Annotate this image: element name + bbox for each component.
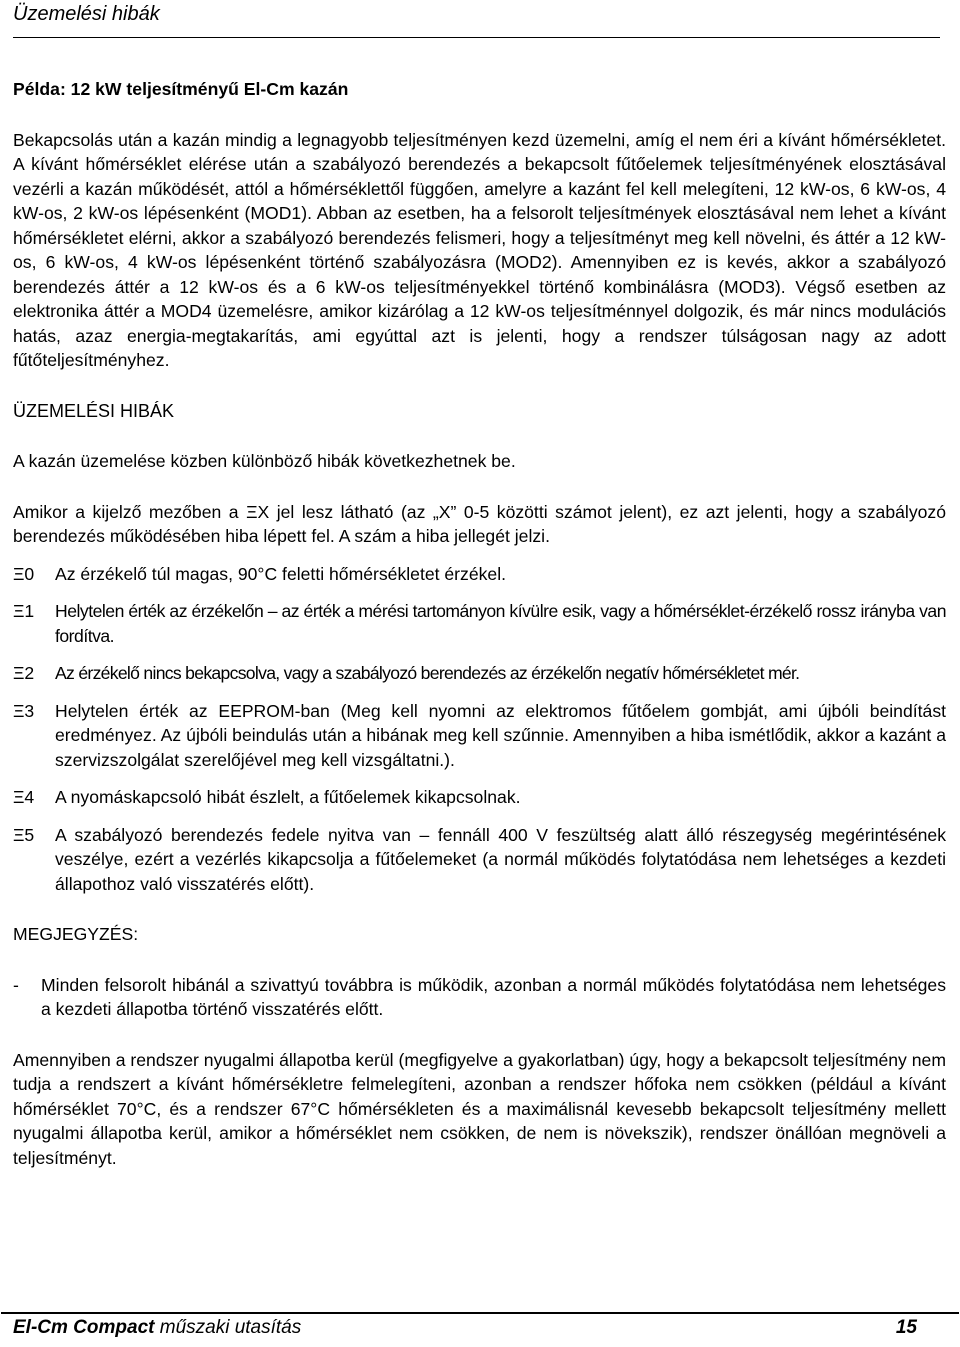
footer-brand: El-Cm Compact (13, 1317, 155, 1338)
page-content (13, 77, 946, 1170)
error-text: Helytelen érték az érzékelőn – az érték a mérési tartományon kívülre esik, vagy a hőmérséklet-érzékelő rossz irányba van fordítva. (55, 601, 946, 646)
final-paragraph: Amennyiben a rendszer nyugalmi állapotba kerül (megfigyelve a gyakorlatban) úgy, hogy a bekapcsolt teljesítmény nem tudja a rendszert a kívánt hőmérsékletre felmelegíteni, azonban a rendszer hőfoka nem csökken (például a kívánt hőmérséklet 70°C, és a rendszer 67°C hőmérsékleten és a maximálisnál kevesebb bekapcsolt teljesítmény mellett nyugalmi állapotba kerül, amikor a hőmérséklet nem csökken, de nem is növekszik), rendszer önállóan megnöveli a teljesítményt. (13, 1049, 946, 1168)
display-paragraph: Amikor a kijelző mezőben a ΞX jel lesz látható (az „X” 0-5 közötti számot jelent), ez azt jelenti, hogy a szabályozó berendezés működésében hiba lépett fel. A szám a hiba jellegét jelzi. (13, 501, 946, 546)
error-text: A nyomáskapcsoló hibát észlelt, a fűtőelemek kikapcsolnak. (55, 787, 521, 807)
error-item-2 (13, 661, 946, 686)
note-item-text: Minden felsorolt hibánál a szivattyú továbbra is működik, azonban a normál működés folytatódása nem lehetséges a kezdeti állapotba történő visszatérés előtt. (41, 974, 946, 1019)
header-divider (13, 37, 940, 38)
error-item-0 (13, 562, 946, 587)
error-item-5 (13, 823, 946, 897)
example-title: Példa: 12 kW teljesítményű El-Cm kazán (13, 79, 349, 99)
note-list-item (13, 973, 946, 1022)
error-item-3 (13, 699, 946, 773)
footer-subtitle: műszaki utasítás (159, 1317, 302, 1338)
error-code: Ξ4 (13, 787, 35, 807)
error-code: Ξ2 (13, 663, 35, 683)
page-footer (13, 1316, 917, 1340)
error-text: Az érzékelő túl magas, 90°C feletti hőmérsékletet érzékel. (55, 563, 506, 584)
footer-left (13, 1316, 301, 1340)
error-code: Ξ0 (13, 563, 35, 584)
error-text: Az érzékelő nincs bekapcsolva, vagy a szabályozó berendezés az érzékelőn negatív hőmérsékletet mér. (55, 663, 800, 683)
error-code: Ξ1 (13, 601, 35, 621)
errors-intro: A kazán üzemelése közben különböző hibák következhetnek be. (13, 451, 516, 471)
footer-divider (1, 1312, 959, 1314)
error-text: Helytelen érték az EEPROM-ban (Meg kell nyomni az elektromos fűtőelem gombját, ami újbóli beindítást eredményez. Az újbóli beindulás után a hibának meg kell szűnnie. Amennyiben a hiba ismétlődik, akkor a kazánt a szervizszolgálat szerelőjével meg kell vizsgáltatni.). (55, 700, 946, 770)
errors-heading: ÜZEMELÉSI HIBÁK (13, 400, 175, 421)
error-item-1 (13, 599, 946, 648)
error-code: Ξ3 (13, 700, 35, 721)
example-paragraph: Bekapcsolás után a kazán mindig a legnagyobb teljesítményen kezd üzemelni, amíg el nem éri a kívánt hőmérsékletet. A kívánt hőmérséklet elérése után a szabályozó berendezés a bekapcsolt fűtőelemek teljesítményének elosztásával vezérli a kazán működését, attól a hőmérséklettől függően, amelyre a kazánt fel kell melegíteni, 12 kW-os, 6 kW-os, 4 kW-os, 2 kW-os lépésenként (MOD1). Abban az esetben, ha a felsorolt teljesítmények elosztásával nem lehet a kívánt hőmérsékletet elérni, akkor a szabályozó berendezés felismeri, hogy a teljesítményt meg kell növelni, és áttér a 12 kW-os, 6 kW-os, 4 kW-os lépésenként történő szabályozásra (MOD2). Amennyiben ez is kevés, akkor a szabályozó berendezés áttér a 12 kW-os és a 6 kW-os teljesítményekkel történő kombinálásra (MOD3). Végső esetben az elektronika áttér a MOD4 üzemelésre, amikor kizárólag a 12 kW-os teljesítménnyel dolgozik, és már nincs modulációs hatás, azaz energia-megtakarítás, ami egyúttal azt is jelenti, hogy a rendszer túlságosan nagy az adott fűtőteljesítményhez. (13, 129, 946, 370)
error-item-4 (13, 785, 946, 810)
error-text: A szabályozó berendezés fedele nyitva van – fennáll 400 V feszültség alatt álló részegység megérintésének veszélye, ezért a vezérlés kikapcsolja a fűtőelemeket (a normál működés folytatódása nem lehetséges a kezdeti állapothoz való visszatérés előtt). (55, 824, 946, 894)
page-number: 15 (895, 1317, 917, 1338)
note-heading: MEGJEGYZÉS: (13, 924, 139, 944)
error-code: Ξ5 (13, 824, 35, 845)
note-dash: - (13, 974, 19, 995)
page-header-title: Üzemelési hibák (13, 3, 160, 25)
